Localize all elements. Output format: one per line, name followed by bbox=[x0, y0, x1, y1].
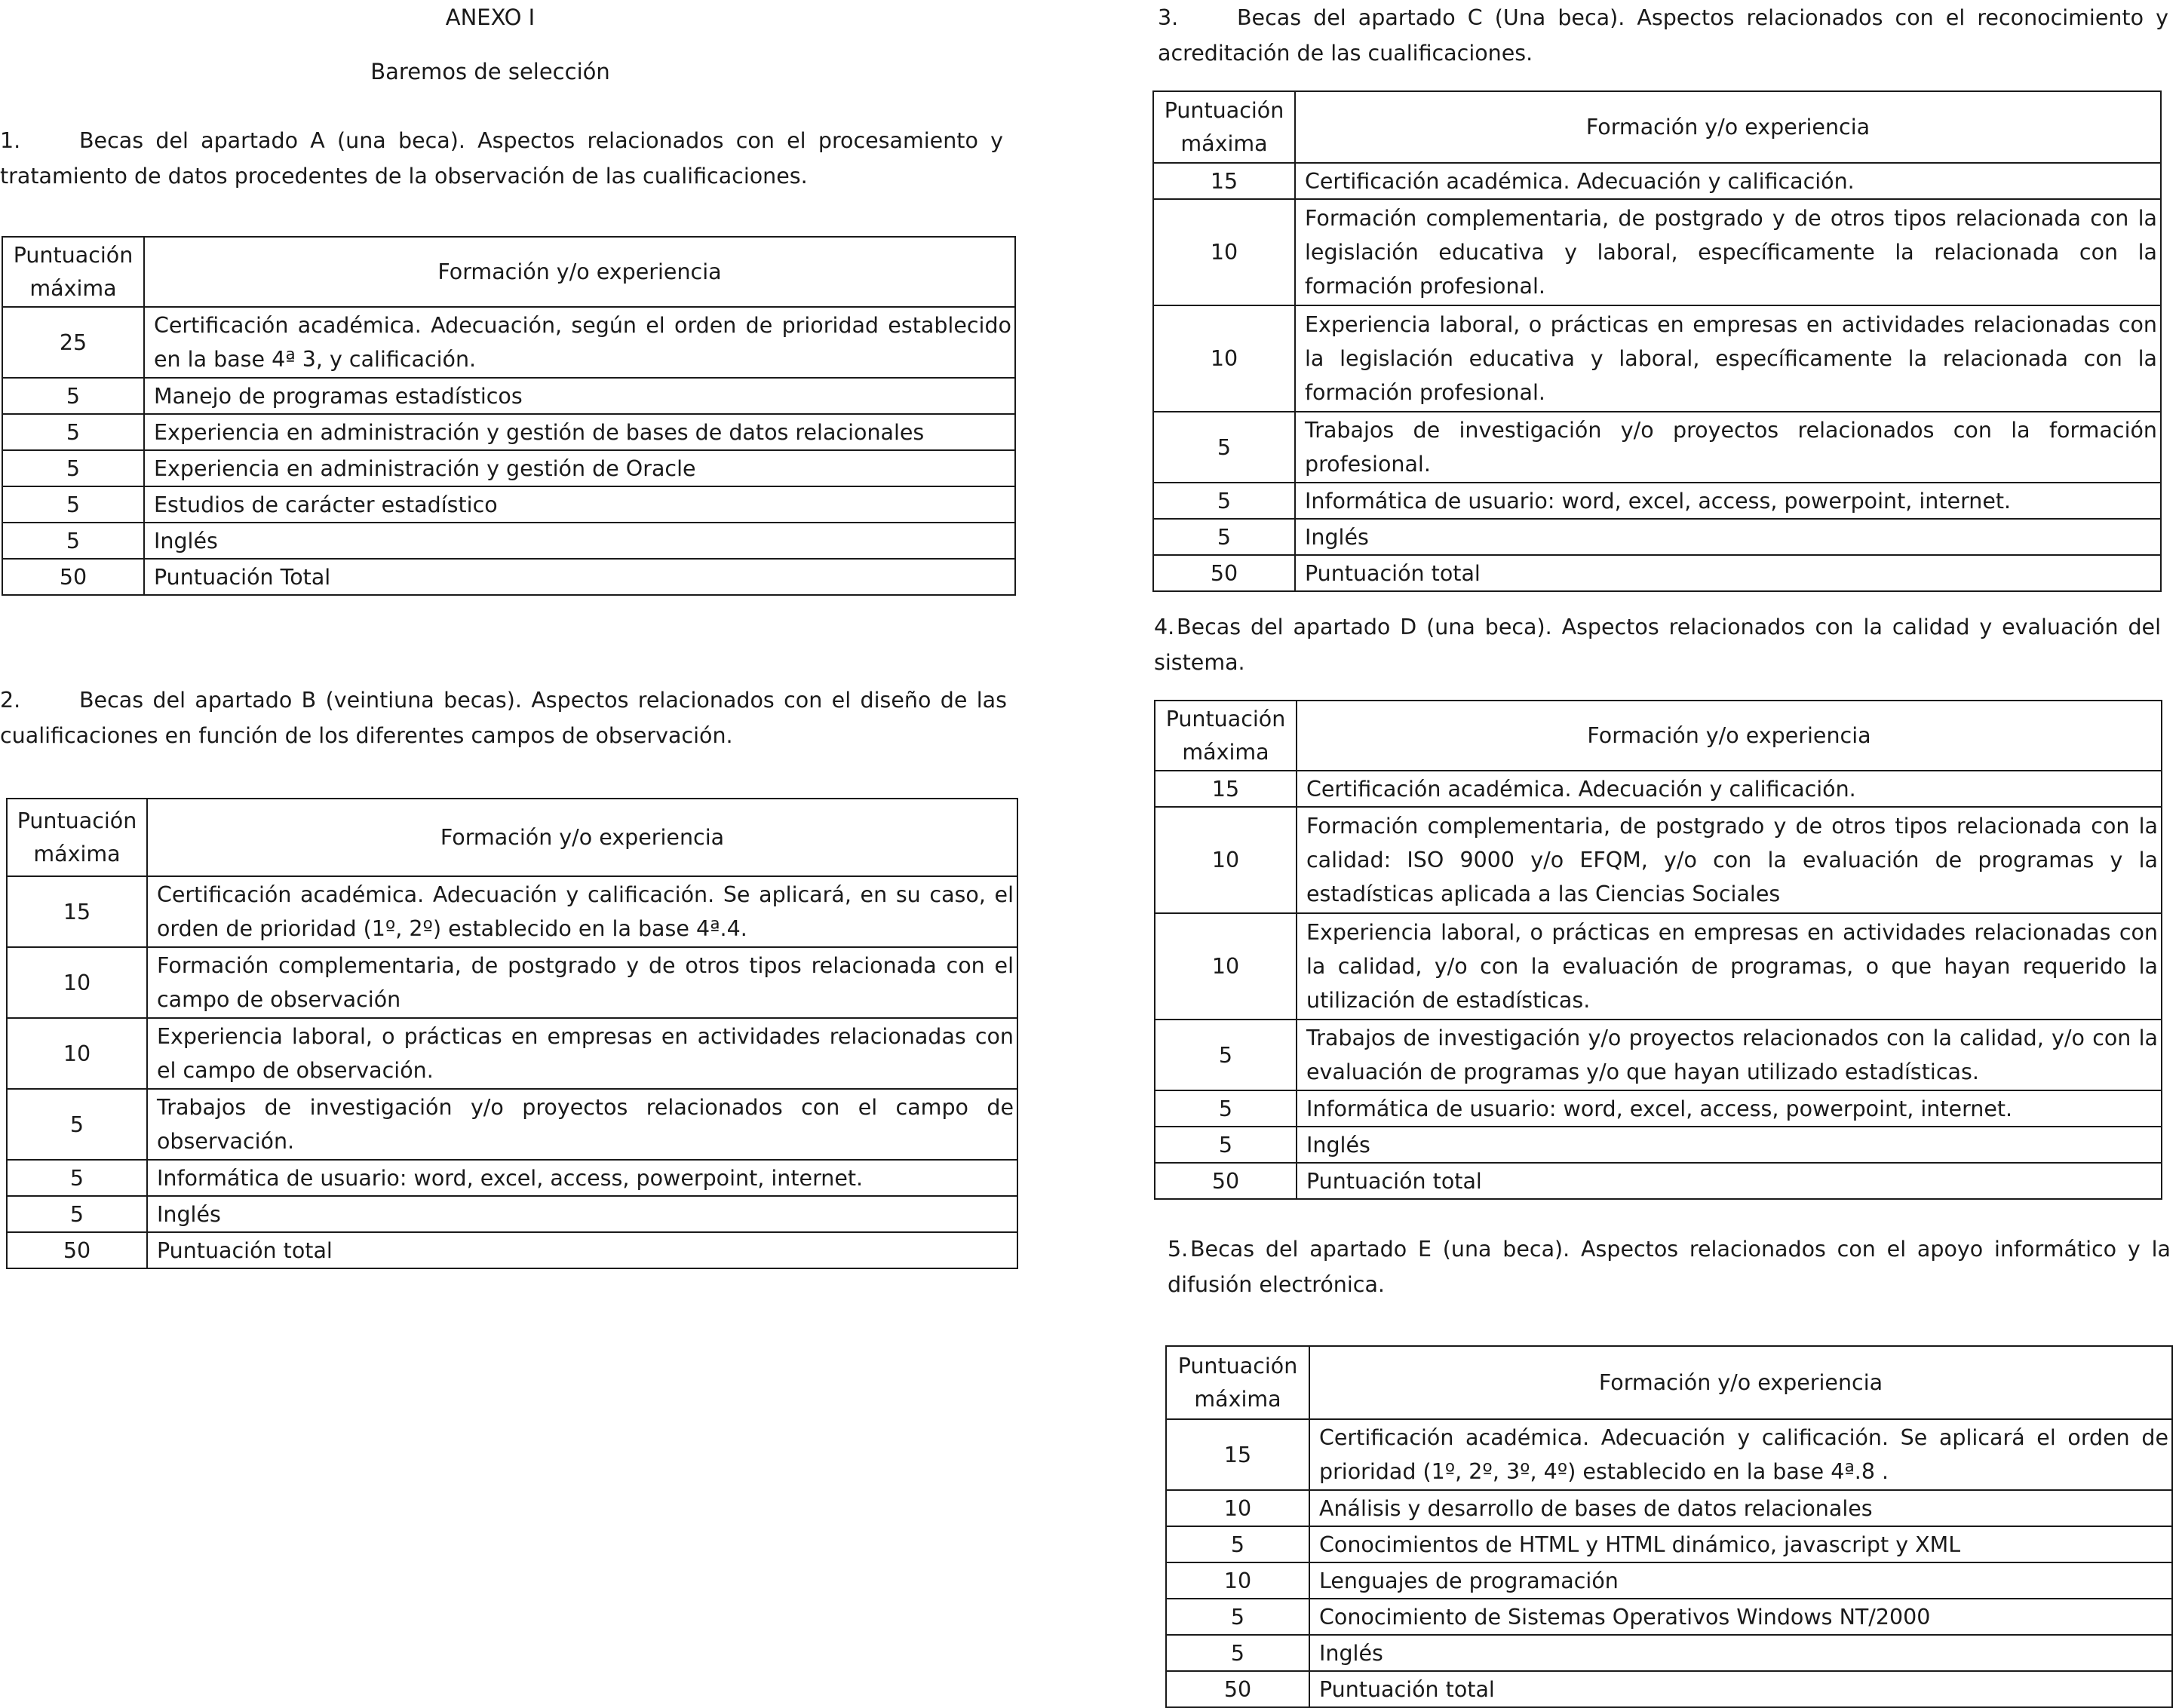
table-row bbox=[2, 486, 1015, 523]
row-points: 10 bbox=[1166, 1562, 1309, 1599]
row-points: 10 bbox=[1155, 913, 1297, 1020]
section-3-intro-text: Becas del apartado C (Una beca). Aspectos relacionados con el reconocimiento y acreditación de las cualificaciones. bbox=[1158, 5, 2168, 66]
row-points: 10 bbox=[1153, 305, 1295, 412]
section-5-number: 5. bbox=[1168, 1237, 1189, 1262]
row-points: 5 bbox=[7, 1089, 147, 1160]
table-row bbox=[2, 307, 1015, 378]
row-points: 5 bbox=[2, 378, 144, 414]
table-row bbox=[2, 523, 1015, 559]
header-points: Puntuación máxima bbox=[1155, 701, 1297, 771]
table-row bbox=[7, 1232, 1017, 1268]
table-row bbox=[7, 1089, 1017, 1160]
table-row bbox=[7, 947, 1017, 1018]
row-points: 5 bbox=[2, 486, 144, 523]
row-text: Puntuación total bbox=[1297, 1163, 2162, 1199]
table-row bbox=[1155, 1127, 2162, 1163]
row-text: Experiencia laboral, o prácticas en empresas en actividades relacionadas con el campo de observación. bbox=[147, 1018, 1017, 1089]
row-points: 5 bbox=[1153, 412, 1295, 483]
table-header bbox=[1155, 701, 2162, 771]
table-row bbox=[1166, 1490, 2172, 1526]
table-row bbox=[1155, 1163, 2162, 1199]
header-points: Puntuación máxima bbox=[1166, 1346, 1309, 1419]
row-text: Inglés bbox=[1309, 1635, 2172, 1671]
row-text: Formación complementaria, de postgrado y de otros tipos relacionada con el campo de observación bbox=[147, 947, 1017, 1018]
table-row bbox=[1153, 305, 2161, 412]
header-points: Puntuación máxima bbox=[1153, 91, 1295, 163]
row-text: Trabajos de investigación y/o proyectos relacionados con la calidad, y/o con la evaluación de programas y/o que hayan utilizado estadísticas. bbox=[1297, 1020, 2162, 1090]
row-text: Experiencia laboral, o prácticas en empresas en actividades relacionadas con la legislación educativa y laboral, específicamente la relacionada con la formación profesional. bbox=[1295, 305, 2161, 412]
section-5-table bbox=[1165, 1345, 2173, 1708]
section-4-table bbox=[1154, 700, 2162, 1200]
table-row bbox=[1153, 555, 2161, 591]
table-header bbox=[7, 799, 1017, 876]
section-1-table bbox=[2, 236, 1016, 596]
row-text: Certificación académica. Adecuación, según el orden de prioridad establecido en la base 4ª 3, y calificación. bbox=[144, 307, 1015, 378]
row-text: Inglés bbox=[1295, 519, 2161, 555]
row-points: 50 bbox=[1155, 1163, 1297, 1199]
section-3-intro bbox=[1158, 0, 2168, 71]
row-text: Puntuación total bbox=[147, 1232, 1017, 1268]
row-points: 5 bbox=[1166, 1526, 1309, 1562]
table-row bbox=[1153, 483, 2161, 519]
row-points: 5 bbox=[1166, 1599, 1309, 1635]
section-4-intro-text: Becas del apartado D (una beca). Aspectos relacionados con la calidad y evaluación del sistema. bbox=[1154, 615, 2161, 675]
row-text: Informática de usuario: word, excel, access, powerpoint, internet. bbox=[147, 1160, 1017, 1196]
row-points: 10 bbox=[1166, 1490, 1309, 1526]
table-row bbox=[1155, 1020, 2162, 1090]
row-points: 10 bbox=[1155, 807, 1297, 913]
table-row bbox=[1155, 807, 2162, 913]
row-points: 15 bbox=[7, 876, 147, 947]
row-points: 15 bbox=[1153, 163, 1295, 199]
row-points: 5 bbox=[7, 1160, 147, 1196]
row-text: Formación complementaria, de postgrado y de otros tipos relacionada con la legislación educativa y laboral, específicamente la relacionada con la formación profesional. bbox=[1295, 199, 2161, 305]
table-row bbox=[2, 559, 1015, 595]
row-points: 15 bbox=[1166, 1419, 1309, 1490]
section-1-number: 1. bbox=[0, 128, 21, 153]
section-2-intro bbox=[0, 682, 1007, 753]
row-text: Estudios de carácter estadístico bbox=[144, 486, 1015, 523]
table-row bbox=[1153, 412, 2161, 483]
row-text: Certificación académica. Adecuación y calificación. bbox=[1295, 163, 2161, 199]
row-text: Trabajos de investigación y/o proyectos relacionados con el campo de observación. bbox=[147, 1089, 1017, 1160]
header-points: Puntuación máxima bbox=[7, 799, 147, 876]
row-points: 10 bbox=[7, 1018, 147, 1089]
row-text: Puntuación total bbox=[1295, 555, 2161, 591]
row-text: Puntuación Total bbox=[144, 559, 1015, 595]
row-text: Análisis y desarrollo de bases de datos relacionales bbox=[1309, 1490, 2172, 1526]
row-points: 10 bbox=[7, 947, 147, 1018]
row-text: Informática de usuario: word, excel, access, powerpoint, internet. bbox=[1297, 1090, 2162, 1127]
section-5-intro bbox=[1168, 1231, 2171, 1302]
header-training: Formación y/o experiencia bbox=[1295, 91, 2161, 163]
section-4-number: 4. bbox=[1154, 615, 1175, 639]
section-2-table bbox=[6, 798, 1018, 1269]
row-text: Experiencia en administración y gestión de bases de datos relacionales bbox=[144, 414, 1015, 450]
table-row bbox=[1153, 163, 2161, 199]
row-points: 5 bbox=[2, 523, 144, 559]
section-4-intro bbox=[1154, 609, 2161, 680]
row-text: Lenguajes de programación bbox=[1309, 1562, 2172, 1599]
row-points: 5 bbox=[7, 1196, 147, 1232]
row-points: 5 bbox=[1155, 1127, 1297, 1163]
table-row bbox=[1155, 771, 2162, 807]
row-text: Certificación académica. Adecuación y calificación. Se aplicará el orden de prioridad (1º, 2º, 3º, 4º) establecido en la base 4ª.8 . bbox=[1309, 1419, 2172, 1490]
row-text: Certificación académica. Adecuación y calificación. Se aplicará, en su caso, el orden de prioridad (1º, 2º) establecido en la base 4ª.4. bbox=[147, 876, 1017, 947]
row-text: Certificación académica. Adecuación y calificación. bbox=[1297, 771, 2162, 807]
row-points: 50 bbox=[7, 1232, 147, 1268]
table-row bbox=[2, 414, 1015, 450]
annex-title: ANEXO I bbox=[445, 5, 536, 30]
table-row bbox=[1153, 519, 2161, 555]
table-row bbox=[7, 1160, 1017, 1196]
row-text: Conocimiento de Sistemas Operativos Windows NT/2000 bbox=[1309, 1599, 2172, 1635]
table-header bbox=[1153, 91, 2161, 163]
table-row bbox=[2, 378, 1015, 414]
row-points: 5 bbox=[1166, 1635, 1309, 1671]
row-text: Conocimientos de HTML y HTML dinámico, javascript y XML bbox=[1309, 1526, 2172, 1562]
section-2-number: 2. bbox=[0, 688, 21, 713]
table-row bbox=[1166, 1419, 2172, 1490]
row-points: 5 bbox=[2, 450, 144, 486]
section-5-intro-text: Becas del apartado E (una beca). Aspectos relacionados con el apoyo informático y la difusión electrónica. bbox=[1168, 1237, 2171, 1297]
row-text: Inglés bbox=[147, 1196, 1017, 1232]
section-1-intro-text: Becas del apartado A (una beca). Aspectos relacionados con el procesamiento y tratamiento de datos procedentes de la observación de las cualificaciones. bbox=[0, 128, 1003, 189]
table-row bbox=[7, 1018, 1017, 1089]
table-row bbox=[1166, 1635, 2172, 1671]
row-text: Trabajos de investigación y/o proyectos relacionados con la formación profesional. bbox=[1295, 412, 2161, 483]
table-row bbox=[1166, 1526, 2172, 1562]
table-row bbox=[2, 450, 1015, 486]
header-training: Formación y/o experiencia bbox=[1309, 1346, 2172, 1419]
section-3-number: 3. bbox=[1158, 5, 1179, 30]
header-training: Formación y/o experiencia bbox=[1297, 701, 2162, 771]
row-text: Inglés bbox=[1297, 1127, 2162, 1163]
row-points: 15 bbox=[1155, 771, 1297, 807]
table-row bbox=[1155, 1090, 2162, 1127]
table-header bbox=[2, 237, 1015, 307]
row-points: 50 bbox=[1153, 555, 1295, 591]
table-row bbox=[7, 876, 1017, 947]
row-text: Puntuación total bbox=[1309, 1671, 2172, 1707]
row-text: Experiencia laboral, o prácticas en empresas en actividades relacionadas con la calidad, y/o con la evaluación de programas, o que hayan requerido la utilización de estadísticas. bbox=[1297, 913, 2162, 1020]
section-2-intro-text: Becas del apartado B (veintiuna becas). Aspectos relacionados con el diseño de las cualificaciones en función de los diferentes campos de observación. bbox=[0, 688, 1007, 748]
row-points: 5 bbox=[1155, 1020, 1297, 1090]
row-points: 10 bbox=[1153, 199, 1295, 305]
row-points: 5 bbox=[1155, 1090, 1297, 1127]
table-row bbox=[1166, 1599, 2172, 1635]
header-points: Puntuación máxima bbox=[2, 237, 144, 307]
annex-subtitle: Baremos de selección bbox=[370, 59, 610, 84]
section-1-intro bbox=[0, 123, 1003, 194]
table-row bbox=[1166, 1671, 2172, 1707]
row-points: 5 bbox=[2, 414, 144, 450]
table-row bbox=[1155, 913, 2162, 1020]
row-points: 5 bbox=[1153, 519, 1295, 555]
table-row bbox=[7, 1196, 1017, 1232]
table-row bbox=[1153, 199, 2161, 305]
row-text: Inglés bbox=[144, 523, 1015, 559]
row-text: Informática de usuario: word, excel, access, powerpoint, internet. bbox=[1295, 483, 2161, 519]
header-training: Formación y/o experiencia bbox=[147, 799, 1017, 876]
row-points: 50 bbox=[1166, 1671, 1309, 1707]
row-points: 50 bbox=[2, 559, 144, 595]
row-text: Formación complementaria, de postgrado y de otros tipos relacionada con la calidad: ISO 9000 y/o EFQM, y/o con la evaluación de programas y la estadísticas aplicada a las Ciencias Sociales bbox=[1297, 807, 2162, 913]
row-text: Manejo de programas estadísticos bbox=[144, 378, 1015, 414]
table-row bbox=[1166, 1562, 2172, 1599]
row-points: 25 bbox=[2, 307, 144, 378]
section-3-table bbox=[1152, 90, 2162, 592]
header-training: Formación y/o experiencia bbox=[144, 237, 1015, 307]
table-header bbox=[1166, 1346, 2172, 1419]
row-points: 5 bbox=[1153, 483, 1295, 519]
row-text: Experiencia en administración y gestión de Oracle bbox=[144, 450, 1015, 486]
